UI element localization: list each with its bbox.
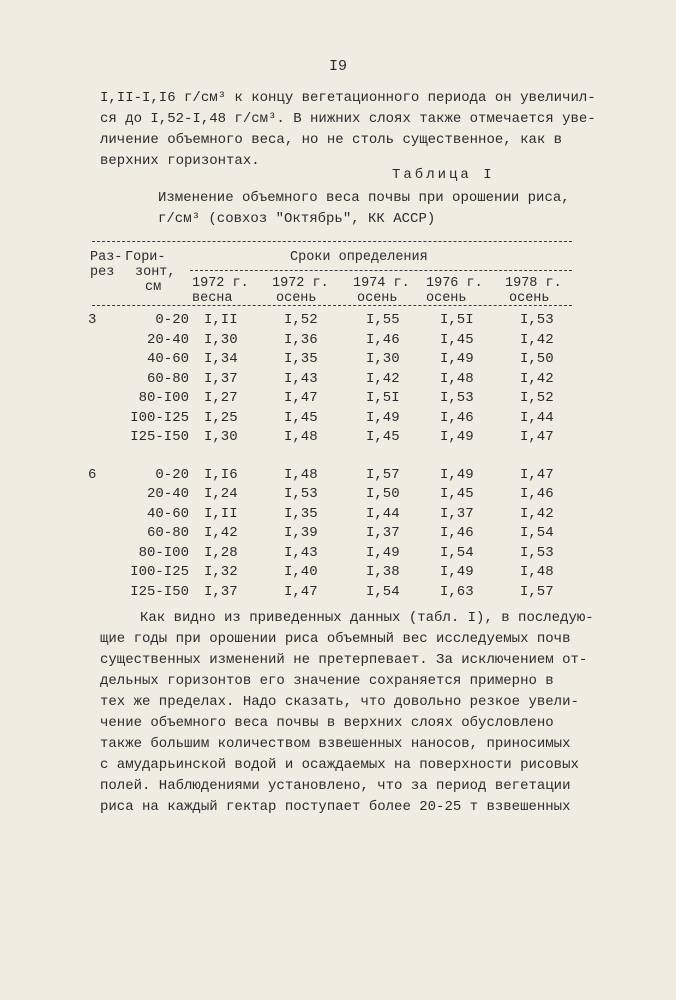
value-cell: I,54 — [440, 544, 474, 561]
value-cell: I,47 — [284, 390, 318, 406]
text-line: I,II-I,I6 г/см³ к концу вегетационного периода он увеличил- — [100, 90, 596, 106]
value-cell: I,48 — [284, 429, 318, 445]
value-cell: I,46 — [440, 525, 474, 541]
value-cell: I,5I — [366, 390, 400, 406]
value-cell: I,30 — [366, 351, 400, 367]
value-cell: I,53 — [284, 486, 318, 502]
value-cell: I,57 — [520, 583, 554, 600]
value-cell: I,46 — [440, 409, 474, 426]
value-cell: I,45 — [366, 429, 400, 445]
value-cell: I,46 — [366, 331, 400, 348]
header-col-2: 1972 г. осень — [272, 276, 329, 306]
horizon-cell: I00-I25 — [130, 564, 189, 580]
value-cell: I,45 — [440, 486, 474, 502]
text-line: Как видно из приведенных данных (табл. I), в последую- — [140, 610, 594, 626]
value-cell: I,35 — [284, 351, 318, 367]
text-line: полей. Наблюдениями установлено, что за период вегетации — [100, 778, 571, 794]
table-title-line: Изменение объемного веса почвы при орошении риса, — [158, 190, 570, 206]
value-cell: I,II — [204, 505, 238, 522]
value-cell: I,50 — [366, 486, 400, 502]
value-cell: I,32 — [204, 564, 238, 580]
value-cell: I,43 — [284, 370, 318, 387]
horizon-cell: 0-20 — [155, 312, 189, 328]
table-row — [88, 331, 580, 351]
bulk-density-table — [88, 311, 580, 602]
value-cell: I,57 — [366, 466, 400, 483]
value-cell: I,55 — [366, 312, 400, 328]
value-cell: I,40 — [284, 564, 318, 580]
table-header-bottom-rule — [92, 305, 572, 306]
table-row — [88, 524, 580, 544]
text-line: также большим количеством взвешенных наносов, приносимых — [100, 736, 571, 752]
value-cell: I,52 — [520, 390, 554, 406]
value-cell: I,42 — [204, 525, 238, 541]
value-cell: I,46 — [520, 486, 554, 502]
value-cell: I,5I — [440, 312, 474, 328]
value-cell: I,44 — [366, 505, 400, 522]
table-row — [88, 350, 580, 370]
horizon-cell: 0-20 — [155, 466, 189, 483]
table-row — [88, 544, 580, 564]
horizon-cell: 80-I00 — [138, 544, 189, 561]
value-cell: I,50 — [520, 351, 554, 367]
page-number: I9 — [328, 58, 347, 75]
horizon-cell: I25-I50 — [130, 583, 189, 600]
text-line: тех же пределах. Надо сказать, что довольно резкое увели- — [100, 694, 579, 710]
value-cell: I,30 — [204, 429, 238, 445]
value-cell: I,45 — [440, 331, 474, 348]
value-cell: I,34 — [204, 351, 238, 367]
intro-paragraph — [100, 88, 600, 172]
text-line: риса на каждый гектар поступает более 20-25 т взвешенных — [100, 799, 571, 815]
text-line: дельных горизонтов его значение сохраняется примерно в — [100, 673, 554, 689]
value-cell: I,52 — [284, 312, 318, 328]
header-cut: Раз- рез — [90, 250, 123, 280]
table-row — [88, 389, 580, 409]
table-row — [88, 409, 580, 429]
text-line: личение объемного веса, но не столь существенное, как в — [100, 132, 563, 148]
text-line: чение объемного веса почвы в верхних слоях обусловлено — [100, 715, 554, 731]
text-line: верхних горизонтах. — [100, 153, 260, 169]
horizon-cell: 80-I00 — [138, 390, 189, 406]
value-cell: I,43 — [284, 544, 318, 561]
value-cell: I,37 — [440, 505, 474, 522]
table-row — [88, 311, 580, 331]
value-cell: I,63 — [440, 583, 474, 600]
value-cell: I,28 — [204, 544, 238, 561]
value-cell: I,47 — [520, 466, 554, 483]
value-cell: I,42 — [366, 370, 400, 387]
value-cell: I,II — [204, 312, 238, 328]
header-col-3: 1974 г. осень — [353, 276, 410, 306]
value-cell: I,49 — [366, 409, 400, 426]
text-line: с амударьинской водой и осаждаемых на поверхности рисовых — [100, 757, 579, 773]
table-row — [88, 428, 580, 448]
cut-cell: 6 — [88, 466, 97, 483]
value-cell: I,47 — [520, 429, 554, 445]
table-label: Таблица I — [392, 167, 495, 183]
value-cell: I,53 — [440, 390, 474, 406]
value-cell: I,42 — [520, 505, 554, 522]
value-cell: I,54 — [520, 525, 554, 541]
value-cell: I,54 — [366, 583, 400, 600]
value-cell: I,49 — [440, 351, 474, 367]
value-cell: I,45 — [284, 409, 318, 426]
table-row — [88, 505, 580, 525]
value-cell: I,48 — [440, 370, 474, 387]
text-line: щие годы при орошении риса объемный вес исследуемых почв — [100, 631, 571, 647]
header-horizon: Гори- зонт, см — [125, 250, 176, 295]
value-cell: I,53 — [520, 312, 554, 328]
table-row — [88, 563, 580, 583]
value-cell: I,30 — [204, 331, 238, 348]
value-cell: I,42 — [520, 331, 554, 348]
text-line: существенных изменений не претерпевает. За исключением от- — [100, 652, 588, 668]
value-cell: I,39 — [284, 525, 318, 541]
header-col-1: 1972 г. весна — [192, 276, 249, 306]
value-cell: I,35 — [284, 505, 318, 522]
value-cell: I,53 — [520, 544, 554, 561]
value-cell: I,25 — [204, 409, 238, 426]
header-col-5: 1978 г. осень — [505, 276, 562, 306]
table-row — [88, 485, 580, 505]
table-row — [88, 583, 580, 603]
horizon-cell: 60-80 — [146, 370, 189, 387]
value-cell: I,I6 — [204, 466, 238, 483]
horizon-cell: 20-40 — [146, 486, 189, 502]
body-paragraph — [100, 608, 600, 818]
value-cell: I,49 — [440, 466, 474, 483]
value-cell: I,44 — [520, 409, 554, 426]
value-cell: I,49 — [440, 429, 474, 445]
table-group-spacer — [88, 448, 580, 466]
header-dates-group: Сроки определения — [290, 250, 428, 265]
horizon-cell: 40-60 — [146, 505, 189, 522]
cut-cell: 3 — [88, 312, 97, 328]
value-cell: I,47 — [284, 583, 318, 600]
text-line: ся до I,52-I,48 г/см³. В нижних слоях также отмечается уве- — [100, 111, 596, 127]
horizon-cell: 40-60 — [146, 351, 189, 367]
header-col-4: 1976 г. осень — [426, 276, 483, 306]
value-cell: I,48 — [284, 466, 318, 483]
table-row — [88, 370, 580, 390]
horizon-cell: 20-40 — [146, 331, 189, 348]
value-cell: I,37 — [204, 370, 238, 387]
value-cell: I,27 — [204, 390, 238, 406]
value-cell: I,38 — [366, 564, 400, 580]
value-cell: I,42 — [520, 370, 554, 387]
value-cell: I,48 — [520, 564, 554, 580]
value-cell: I,49 — [440, 564, 474, 580]
table-top-rule — [92, 241, 572, 242]
table-group-rule — [190, 270, 572, 271]
value-cell: I,37 — [204, 583, 238, 600]
value-cell: I,36 — [284, 331, 318, 348]
table-title — [158, 188, 570, 230]
table-title-line: г/см³ (совхоз "Октябрь", КК АССР) — [158, 211, 436, 227]
horizon-cell: 60-80 — [146, 525, 189, 541]
table-row — [88, 466, 580, 486]
horizon-cell: I00-I25 — [130, 409, 189, 426]
value-cell: I,37 — [366, 525, 400, 541]
value-cell: I,24 — [204, 486, 238, 502]
horizon-cell: I25-I50 — [130, 429, 189, 445]
value-cell: I,49 — [366, 544, 400, 561]
